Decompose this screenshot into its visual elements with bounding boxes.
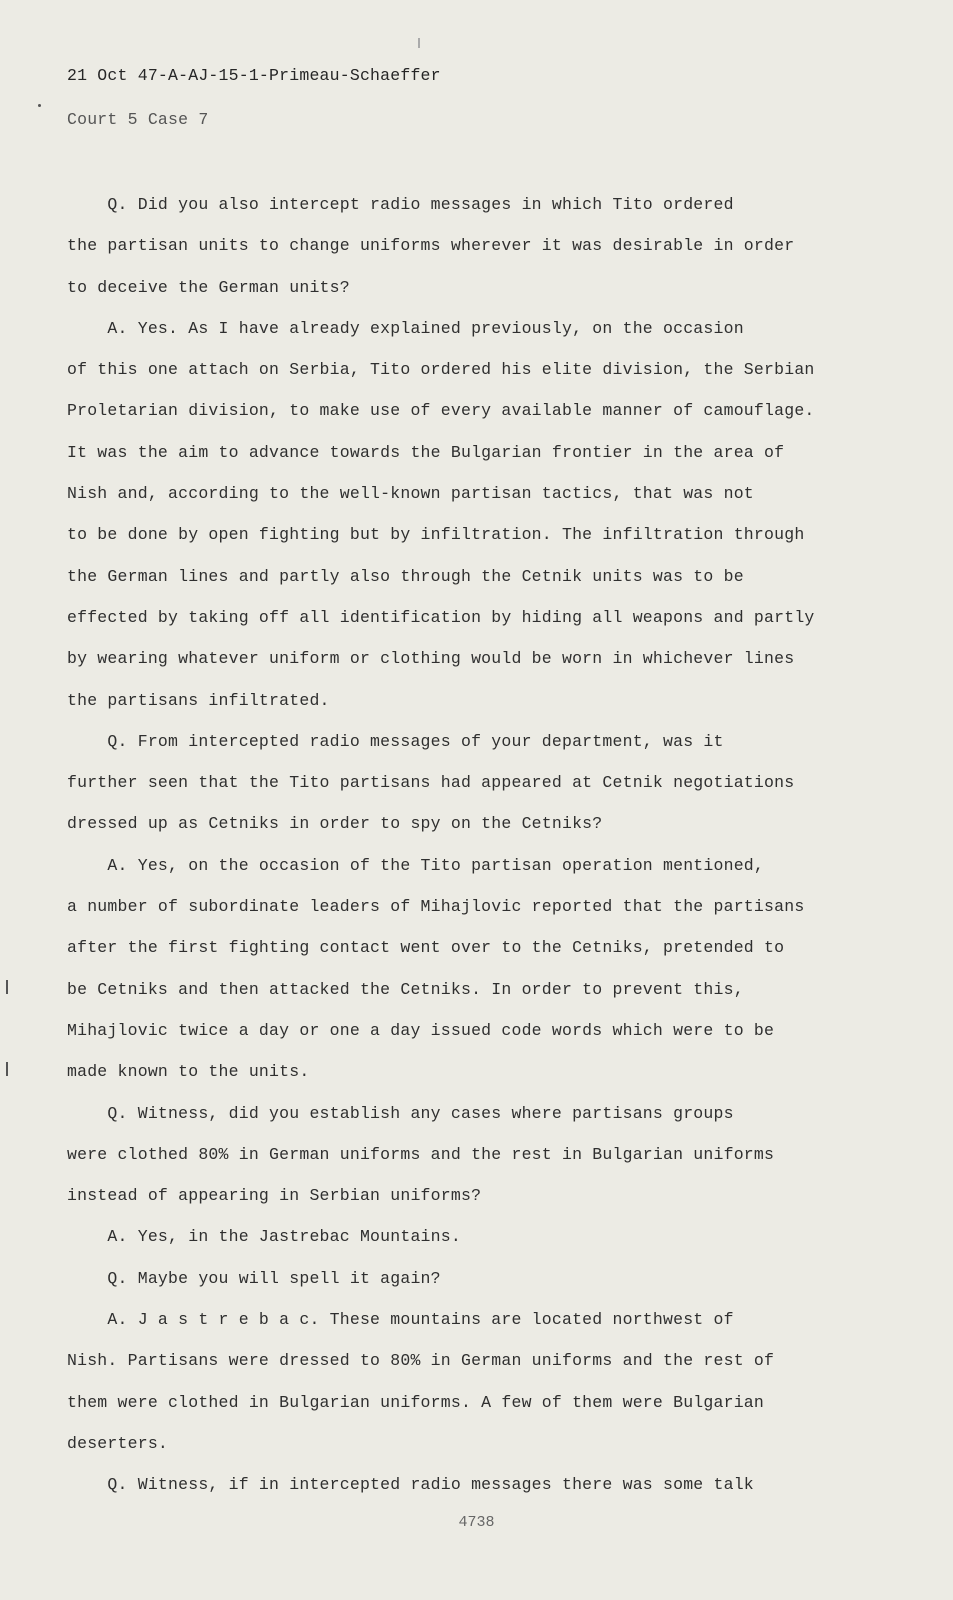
text-line: were clothed 80% in German uniforms and the rest in Bulgarian uniforms (67, 1144, 775, 1164)
text-line: Mihajlovic twice a day or one a day issued code words which were to be (67, 1020, 775, 1040)
text-line: It was the aim to advance towards the Bulgarian frontier in the area of (67, 442, 785, 462)
text-line: A. Yes, on the occasion of the Tito partisan operation mentioned, (67, 855, 765, 875)
text-line: Proletarian division, to make use of every available manner of camouflage. (67, 401, 815, 421)
text-line: to be done by open fighting but by infiltration. The infiltration through (67, 525, 805, 545)
testimony-body (67, 184, 867, 1506)
text-line: Q. Witness, if in intercepted radio messages there was some talk (67, 1475, 754, 1495)
court-case-label: Court 5 Case 7 (67, 110, 209, 129)
text-line: A. J a s t r e b a c. These mountains are located northwest of (67, 1310, 734, 1330)
text-line: a number of subordinate leaders of Mihajlovic reported that the partisans (67, 897, 805, 917)
text-line: Q. From intercepted radio messages of your department, was it (67, 731, 724, 751)
text-line: deserters. (67, 1433, 169, 1453)
text-line: A. Yes. As I have already explained previously, on the occasion (67, 318, 744, 338)
text-line: Q. Witness, did you establish any cases where partisans groups (67, 1103, 734, 1123)
text-line: further seen that the Tito partisans had appeared at Cetnik negotiations (67, 773, 795, 793)
text-line: instead of appearing in Serbian uniforms? (67, 1186, 482, 1206)
text-line: Nish and, according to the well-known partisan tactics, that was not (67, 484, 754, 504)
margin-tick-mark (6, 980, 8, 994)
text-line: Q. Maybe you will spell it again? (67, 1268, 441, 1288)
text-line: the partisans infiltrated. (67, 690, 330, 710)
paper-speck-mark (418, 38, 420, 48)
transcript-caption: 21 Oct 47-A-AJ-15-1-Primeau-Schaeffer (67, 66, 441, 85)
text-line: Q. Did you also intercept radio messages in which Tito ordered (67, 195, 734, 214)
text-line: effected by taking off all identification by hiding all weapons and partly (67, 607, 815, 627)
text-line: be Cetniks and then attacked the Cetniks. In order to prevent this, (67, 979, 744, 999)
text-line: dressed up as Cetniks in order to spy on the Cetniks? (67, 814, 603, 834)
text-line: to deceive the German units? (67, 277, 350, 297)
text-line: of this one attach on Serbia, Tito ordered his elite division, the Serbian (67, 360, 815, 380)
page-number: 4738 (458, 1514, 495, 1531)
text-line: the German lines and partly also through the Cetnik units was to be (67, 566, 744, 586)
text-line: after the first fighting contact went over to the Cetniks, pretended to (67, 938, 785, 958)
margin-dot-mark (38, 104, 41, 107)
text-line: A. Yes, in the Jastrebac Mountains. (67, 1227, 461, 1247)
text-line: Nish. Partisans were dressed to 80% in German uniforms and the rest of (67, 1351, 775, 1371)
text-line: by wearing whatever uniform or clothing would be worn in whichever lines (67, 649, 795, 669)
text-line: the partisan units to change uniforms wherever it was desirable in order (67, 236, 795, 256)
text-line: made known to the units. (67, 1062, 310, 1082)
margin-tick-mark (6, 1062, 8, 1076)
text-line: them were clothed in Bulgarian uniforms. A few of them were Bulgarian (67, 1392, 765, 1412)
